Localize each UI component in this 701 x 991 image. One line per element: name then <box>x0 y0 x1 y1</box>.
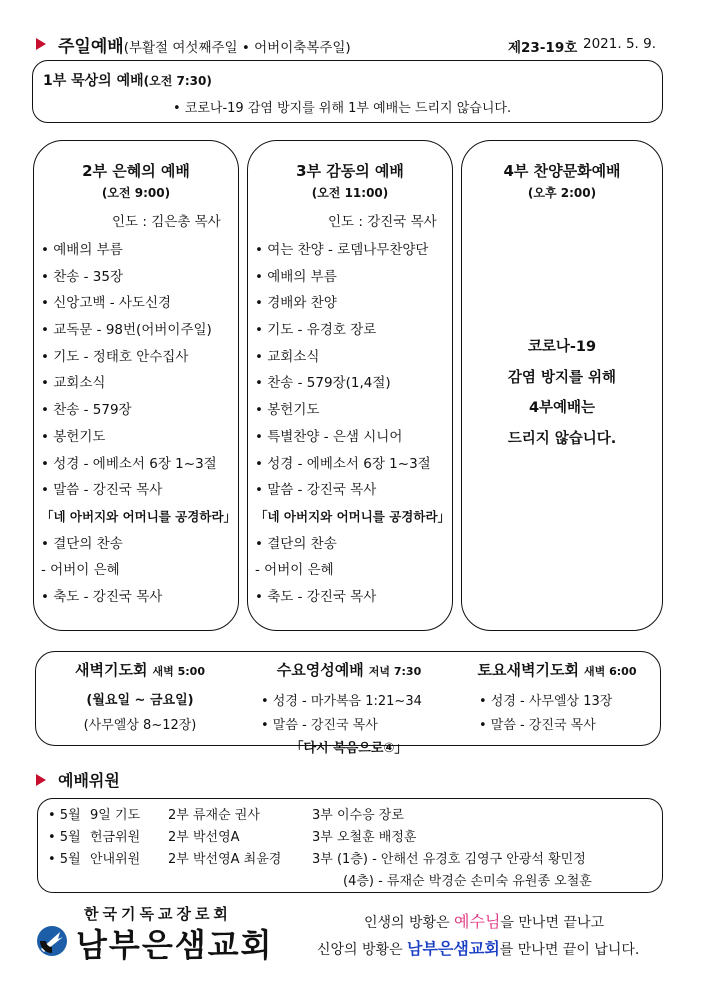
service4-time: (오후 2:00) <box>527 186 597 200</box>
order-item: • 교독문 - 98번(어버이주일) <box>41 322 212 339</box>
slogan1-text-a: 인생의 방황은 <box>364 915 455 931</box>
slogan1-text-b: 을 만나면 끝나고 <box>500 915 604 931</box>
committee-label: 안내위원 <box>90 852 141 867</box>
service1-title: 1부 묵상의 예배 <box>43 73 144 89</box>
slogan2-text-a: 신앙의 방황은 <box>317 942 408 958</box>
order-item: • 찬송 - 35장 <box>41 268 124 285</box>
dawn-title: 새벽기도회 <box>75 661 148 679</box>
page-title-row <box>58 32 351 57</box>
order-item: • 교회소식 <box>255 348 320 365</box>
church-name: 남부은샘교회 <box>76 926 274 964</box>
saturday-line2: • 말씀 - 강진국 목사 <box>479 718 596 733</box>
denomination-name: 한국기독교장로회 <box>84 905 232 923</box>
order-item: - 어버이 은혜 <box>41 562 120 579</box>
order-item: • 말씀 - 강진국 목사 <box>255 482 377 499</box>
order-item: • 기도 - 정태호 안수집사 <box>41 348 189 365</box>
order-item: • 봉헌기도 <box>255 402 320 419</box>
order-item: • 말씀 - 강진국 목사 <box>41 482 163 499</box>
order-item: • 여는 찬양 - 로뎀나무찬양단 <box>255 242 429 258</box>
notice-line: 감염 방지를 위해 <box>507 369 617 386</box>
service3-time: (오전 11:00) <box>311 186 389 200</box>
committee-month: • 5월 <box>48 808 81 823</box>
saturday-prayer <box>454 652 660 733</box>
order-item: • 축도 - 강진국 목사 <box>255 588 377 605</box>
order-item: • 특별찬양 - 은샘 시니어 <box>255 428 403 445</box>
committee-part2: 2부 박선영A 최윤경 <box>168 852 282 867</box>
committee-heading: 예배위원 <box>58 771 120 790</box>
committee-label: 헌금위원 <box>90 830 141 845</box>
order-item: • 신앙고백 - 사도신경 <box>41 295 172 312</box>
wednesday-sermon: 「다시 복음으로④」 <box>290 741 408 756</box>
service4-title: 4부 찬양문화예배 <box>503 162 621 180</box>
weekday-box <box>35 651 661 756</box>
service3-leader: 인도 : 강진국 목사 <box>328 214 437 230</box>
saturday-time: 새벽 6:00 <box>584 665 637 678</box>
wednesday-time: 저녁 7:30 <box>368 665 422 678</box>
service1-box <box>32 60 663 123</box>
service1-time: (오전 7:30) <box>143 74 212 88</box>
order-item: • 성경 - 에베소서 6장 1~3절 <box>255 455 431 472</box>
slogan2-text-b: 를 만나면 끝이 납니다. <box>499 942 640 958</box>
slogan-line-1 <box>364 909 604 932</box>
service1-note: • 코로나-19 감염 방지를 위해 1부 예배는 드리지 않습니다. <box>173 101 512 116</box>
order-item: • 축도 - 강진국 목사 <box>41 588 163 605</box>
committee-extra: (4층) - 류재순 박경순 손미숙 유원종 오철훈 <box>343 874 592 889</box>
order-item: • 결단의 찬송 <box>255 535 337 552</box>
service4-notice <box>462 332 662 454</box>
service3-title: 3부 감동의 예배 <box>296 162 404 180</box>
service3-order-list <box>255 237 450 611</box>
wednesday-line1: • 성경 - 마가복음 1:21~34 <box>261 694 422 709</box>
slogan2-highlight: 남부은샘교회 <box>407 939 500 958</box>
order-item: • 봉헌기도 <box>41 428 106 445</box>
service2-title: 2부 은혜의 예배 <box>82 162 190 180</box>
committee-part2: 2부 류재순 권사 <box>168 808 260 823</box>
service3-box <box>247 140 453 631</box>
committee-part3: 3부 이수응 장로 <box>312 808 404 823</box>
service2-leader: 인도 : 김은총 목사 <box>112 214 221 230</box>
saturday-title: 토요새벽기도회 <box>477 661 579 679</box>
service4-box <box>461 140 663 631</box>
order-item: • 예배의 부름 <box>255 268 337 285</box>
committee-part3: 3부 오철훈 배정훈 <box>312 830 417 845</box>
order-item: • 교회소식 <box>41 375 106 392</box>
issue-number: 제23-19호 <box>508 40 578 56</box>
page-subtitle: (부활절 여섯째주일 • 어버이축복주일) <box>123 40 351 56</box>
committee-label: 9일 기도 <box>90 808 141 823</box>
order-item: • 찬송 - 579장(1,4절) <box>255 375 391 392</box>
issue-date: 2021. 5. 9. <box>583 36 656 52</box>
order-item: • 결단의 찬송 <box>41 535 123 552</box>
notice-line: 코로나-19 <box>527 339 597 355</box>
service2-time: (오전 9:00) <box>101 186 171 200</box>
committee-part2: 2부 박선영A <box>168 830 240 845</box>
committee-part3: 3부 (1층) - 안해선 유경호 김영구 안광석 황민정 <box>312 852 586 867</box>
order-item: • 경배와 찬양 <box>255 295 337 312</box>
dawn-text: (사무엘상 8~12장) <box>83 718 197 733</box>
order-item: • 찬송 - 579장 <box>41 402 132 419</box>
notice-line: 4부예배는 <box>528 400 596 416</box>
dawn-days: (월요일 ~ 금요일) <box>86 693 194 708</box>
service1-title-row <box>43 70 212 90</box>
dawn-prayer <box>36 652 244 733</box>
notice-line: 드리지 않습니다. <box>507 430 617 447</box>
church-logo-icon <box>36 925 68 957</box>
dawn-time: 새벽 5:00 <box>152 665 205 678</box>
committee-month: • 5월 <box>48 852 81 867</box>
order-item: 「네 아버지와 어머니를 공경하라」 <box>41 508 237 524</box>
service2-box <box>33 140 239 631</box>
slogan-line-2 <box>317 936 639 959</box>
wednesday-service <box>244 652 454 756</box>
wednesday-line2: • 말씀 - 강진국 목사 <box>261 718 378 733</box>
order-item: - 어버이 은혜 <box>255 562 334 579</box>
service2-order-list <box>41 237 236 611</box>
order-item: • 성경 - 에베소서 6장 1~3절 <box>41 455 217 472</box>
order-item: 「네 아버지와 어머니를 공경하라」 <box>255 508 451 524</box>
order-item: • 예배의 부름 <box>41 242 123 258</box>
saturday-line1: • 성경 - 사무엘상 13장 <box>479 694 613 709</box>
page-title: 주일예배 <box>58 37 124 57</box>
committee-month: • 5월 <box>48 830 81 845</box>
order-item: • 기도 - 유경호 장로 <box>255 322 377 339</box>
section-arrow-icon <box>36 774 46 786</box>
wednesday-title: 수요영성예배 <box>276 661 364 679</box>
committee-box <box>37 798 663 893</box>
slogan1-highlight: 예수님 <box>454 912 501 931</box>
section-arrow-icon <box>36 38 46 50</box>
